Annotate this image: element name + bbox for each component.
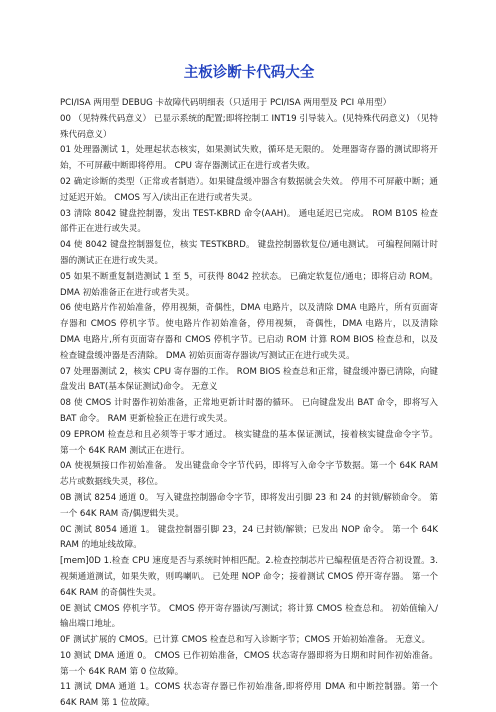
- paragraph: PCI/ISA 两用型 DEBUG 卡故障代码明细表（只适用于 PCI/ISA 两用型及 PCI 单用型）: [60, 98, 392, 108]
- paragraph: 04 使 8042 键盘控制器复位，核实 TESTKBRD。 键盘控制器软复位/通电测试。 可编程间隔计时器的测试正在进行或失灵。: [60, 240, 438, 266]
- paragraph: 03 清除 8042 键盘控制器，发出 TEST-KBRD 命令(AAH)。 通电延迟已完成。 ROM B10S 检查部件正在进行或失灵。: [60, 208, 438, 235]
- paragraph: 09 EPROM 检查总和且必须等于零才通过。 核实键盘的基本保证测试，接着核实键盘命令字节。 第一个 64K RAM 测试正在进行。: [60, 429, 438, 456]
- document-body: [60, 96, 438, 712]
- document-title: 主板诊断卡代码大全: [183, 65, 315, 81]
- paragraph: 02 确定诊断的类型（正常或者制造）。如果键盘缓冲器含有数据就会失效。 停用不可屏蔽中断；通过延迟开始。 CMOS 写入/读出正在进行或者失灵。: [60, 176, 438, 203]
- paragraph: 10 测试 DMA 通道 0。 CMOS 已作初始准备，CMOS 状态寄存器即将为日期和时间作初始准备。 第一个 64K RAM 第 0 位故障。: [60, 650, 438, 677]
- paragraph: 0B 测试 8254 通道 0。 写入键盘控制器命令字节，即将发出引脚 23 和 24 的封锁/解锁命令。 第一个 64K RAM 奇/偶逻辑失灵。: [60, 492, 438, 519]
- paragraph: 0C 测试 8054 通道 1。 键盘控制器引脚 23，24 已封锁/解锁；已发出 NOP 命令。 第一个 64K RAM 的地址线故障。: [60, 524, 438, 551]
- paragraph: 11 测试 DMA 通道 1。COMS 状态寄存器已作初始准备,即将停用 DMA 和中断控制器。第一个 64K RAM 第 1 位故障。: [60, 682, 438, 709]
- paragraph: 0F 测试扩展的 CMOS。已计算 CMOS 检查总和写入诊断字节；CMOS 开始初始准备。 无意义。: [60, 635, 431, 646]
- paragraph: 0E 测试 CMOS 停机字节。 CMOS 停开寄存器读/写测试；将计算 CMOS 检查总和。 初始值输入/输出端口地址。: [60, 603, 438, 630]
- paragraph: 0A 使视频接口作初始准备。 发出键盘命令字节代码，即将写入命令字节数据。第一个 64K RAM 芯片或数据线失灵，移位。: [60, 461, 438, 488]
- paragraph: 06 使电路片作初始准备，停用视频，奇偶性，DMA 电路片，以及清除 DMA 电路片，所有页面寄存器和 CMOS 停机字节。使电路片作初始准备，停用视频， 奇偶性，DMA 电路片，以及清除 DMA 电路片,所有页面寄存器和 CMOS 停机字节。已启动 ROM 计算 ROM BIOS 检查总和，以及检查键盘缓冲器是否清除。 DMA 初始页面寄存器读/写测试正在进行或失灵。: [60, 303, 438, 361]
- paragraph: 05 如果不断重复制造测试 1 至 5，可获得 8042 控状态。 已确定软复位/通电；即将启动 ROM。 DMA 初始准备正在进行或者失灵。: [60, 271, 438, 298]
- paragraph: [mem]0D 1.检查 CPU 速度是否与系统时钟相匹配。2.检查控制芯片已编程值是否符合初设置。3.视频通道测试，如果失败，则鸣喇叭。 已处理 NOP 命令；接着测试 CMOS 停开寄存器。 第一个 64K RAM 的奇偶性失灵。: [60, 556, 438, 598]
- paragraph: 08 使 CMOS 计时器作初始准备，正常地更新计时器的循环。 已向键盘发出 BAT 命令，即将写入 BAT 命令。 RAM 更新检验正在进行或失灵。: [60, 398, 438, 424]
- paragraph: 07 处理器测试 2，核实 CPU 寄存器的工作。 ROM BIOS 检查总和正常，键盘缓冲器已清除，向键盘发出 BAT(基本保证测试)命令。 无意义: [60, 366, 438, 393]
- paragraph: 00 （见特殊代码意义） 已显示系统的配置;即将控制工 INT19 引导装入。(见特殊代码意义) （见特殊代码意义）: [60, 113, 438, 140]
- paragraph: 01 处理器测试 1，处理起状态核实，如果测试失败，循环是无限的。 处理器寄存器的测试即将开始，不可屏蔽中断即将停用。 CPU 寄存器测试正在进行或者失败。: [60, 145, 438, 172]
